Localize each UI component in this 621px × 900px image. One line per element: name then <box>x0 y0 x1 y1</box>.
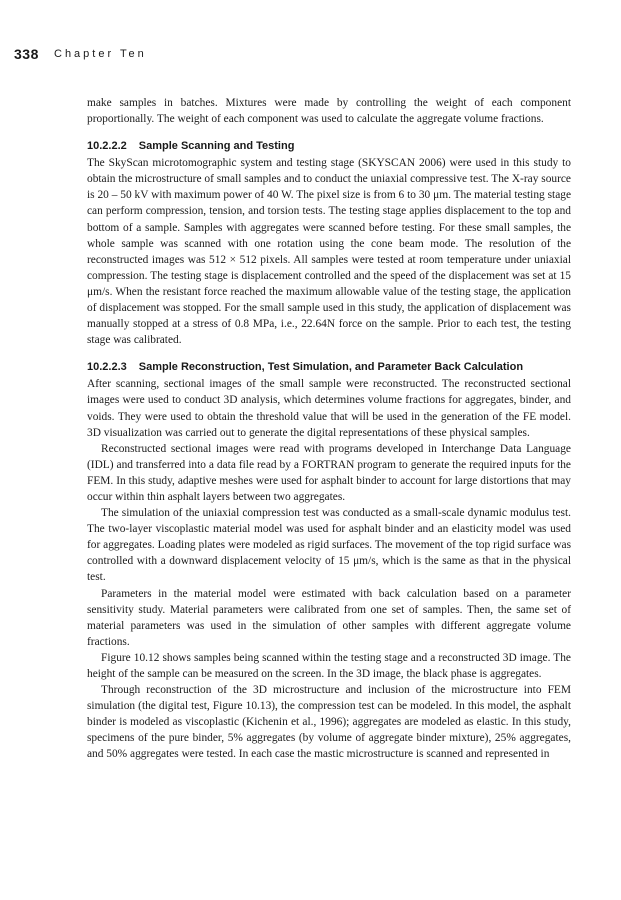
paragraph: After scanning, sectional images of the small sample were reconstructed. The reconstructed sectional images were used to conduct 3D analysis, which determines volume fractions for aggregates, binder, and voids. They were used to obtain the threshold value that will be used in the generation of the FE model. 3D visualization was carried out to generate the digital representations of these physical samples. <box>87 378 571 439</box>
paragraph: The simulation of the uniaxial compression test was conducted as a small-scale dynamic modulus test. The two-layer viscoplastic material model was used for asphalt binder and an elasticity model was used for aggregates. Loading plates were modeled as rigid surfaces. The movement of the top rigid surface was controlled with a downward displacement velocity of 15 μm/s, which is the same as that in the physical test. <box>87 507 571 584</box>
paragraph: The SkyScan microtomographic system and testing stage (SKYSCAN 2006) were used in this study to obtain the microstructure of small samples and to conduct the uniaxial compressive test. The X-ray source is 20 – 50 kV with maximum power of 40 W. The pixel size is from 6 to 30 μm. The material testing stage can perform compression, tension, and torsion tests. The testing stage applies displacement to the top and bottom of a sample. Samples with aggregates were scanned before testing. For these small samples, the whole sample was scanned with one rotation using the cone beam mode. The resolution of the reconstructed images was 512 × 512 pixels. All samples were tested at room temperature under uniaxial compression. The testing stage is displacement controlled and the speed of the displacement was set at 15 μm/s. When the resistant force reached the maximum allowable value of the testing stage, the application of displacement was stopped. For the small sample used in this study, the application of displacement was manually stopped at a stress of 0.8 MPa, i.e., 22.64N force on the sample. Prior to each test, the testing stage was calibrated. <box>87 157 571 347</box>
page-body <box>87 95 571 763</box>
section-title: Sample Reconstruction, Test Simulation, and Parameter Back Calculation <box>138 361 524 374</box>
section-number: 10.2.2.2 <box>87 140 127 153</box>
section-number: 10.2.2.3 <box>87 361 127 374</box>
paragraph: Figure 10.12 shows samples being scanned within the testing stage and a reconstructed 3D image. The height of the sample can be measured on the screen. In the 3D image, the black phase is aggregates. <box>87 651 571 680</box>
paragraph: Reconstructed sectional images were read with programs developed in Interchange Data Language (IDL) and transferred into a data file read by a FORTRAN program to generate the required inputs for the FEM. In this study, adaptive meshes were used for asphalt binder to account for large distortions that may occur within thin asphalt layers between two aggregates. <box>87 442 571 503</box>
section-heading-10-2-2-3 <box>87 360 571 375</box>
section-title: Sample Scanning and Testing <box>138 140 295 153</box>
running-header <box>14 46 607 66</box>
paragraph: Through reconstruction of the 3D microstructure and inclusion of the microstructure into FEM simulation (the digital test, Figure 10.13), the compression test can be modeled. In this model, the asphalt binder is modeled as viscoplastic (Kichenin et al., 1996); aggregates are modeled as elastic. In this study, specimens of the pure binder, 5% aggregates (by volume of aggregate binder mixture), 25% aggregates, and 50% aggregates were tested. In each case the mastic microstructure is scanned and represented in <box>87 684 571 761</box>
paragraph: Parameters in the material model were estimated with back calculation based on a parameter sensitivity study. Material parameters were calibrated from one set of samples. Then, the same set of material parameters was used in the simulation of other samples with different aggregate volume fractions. <box>87 587 571 648</box>
page-number: 338 <box>14 46 39 62</box>
section-heading-10-2-2-2 <box>87 139 571 154</box>
intro-paragraph: make samples in batches. Mixtures were made by controlling the weight of each component proportionally. The weight of each component was used to calculate the aggregate volume fractions. <box>87 97 571 126</box>
chapter-label: Chapter Ten <box>54 48 147 60</box>
